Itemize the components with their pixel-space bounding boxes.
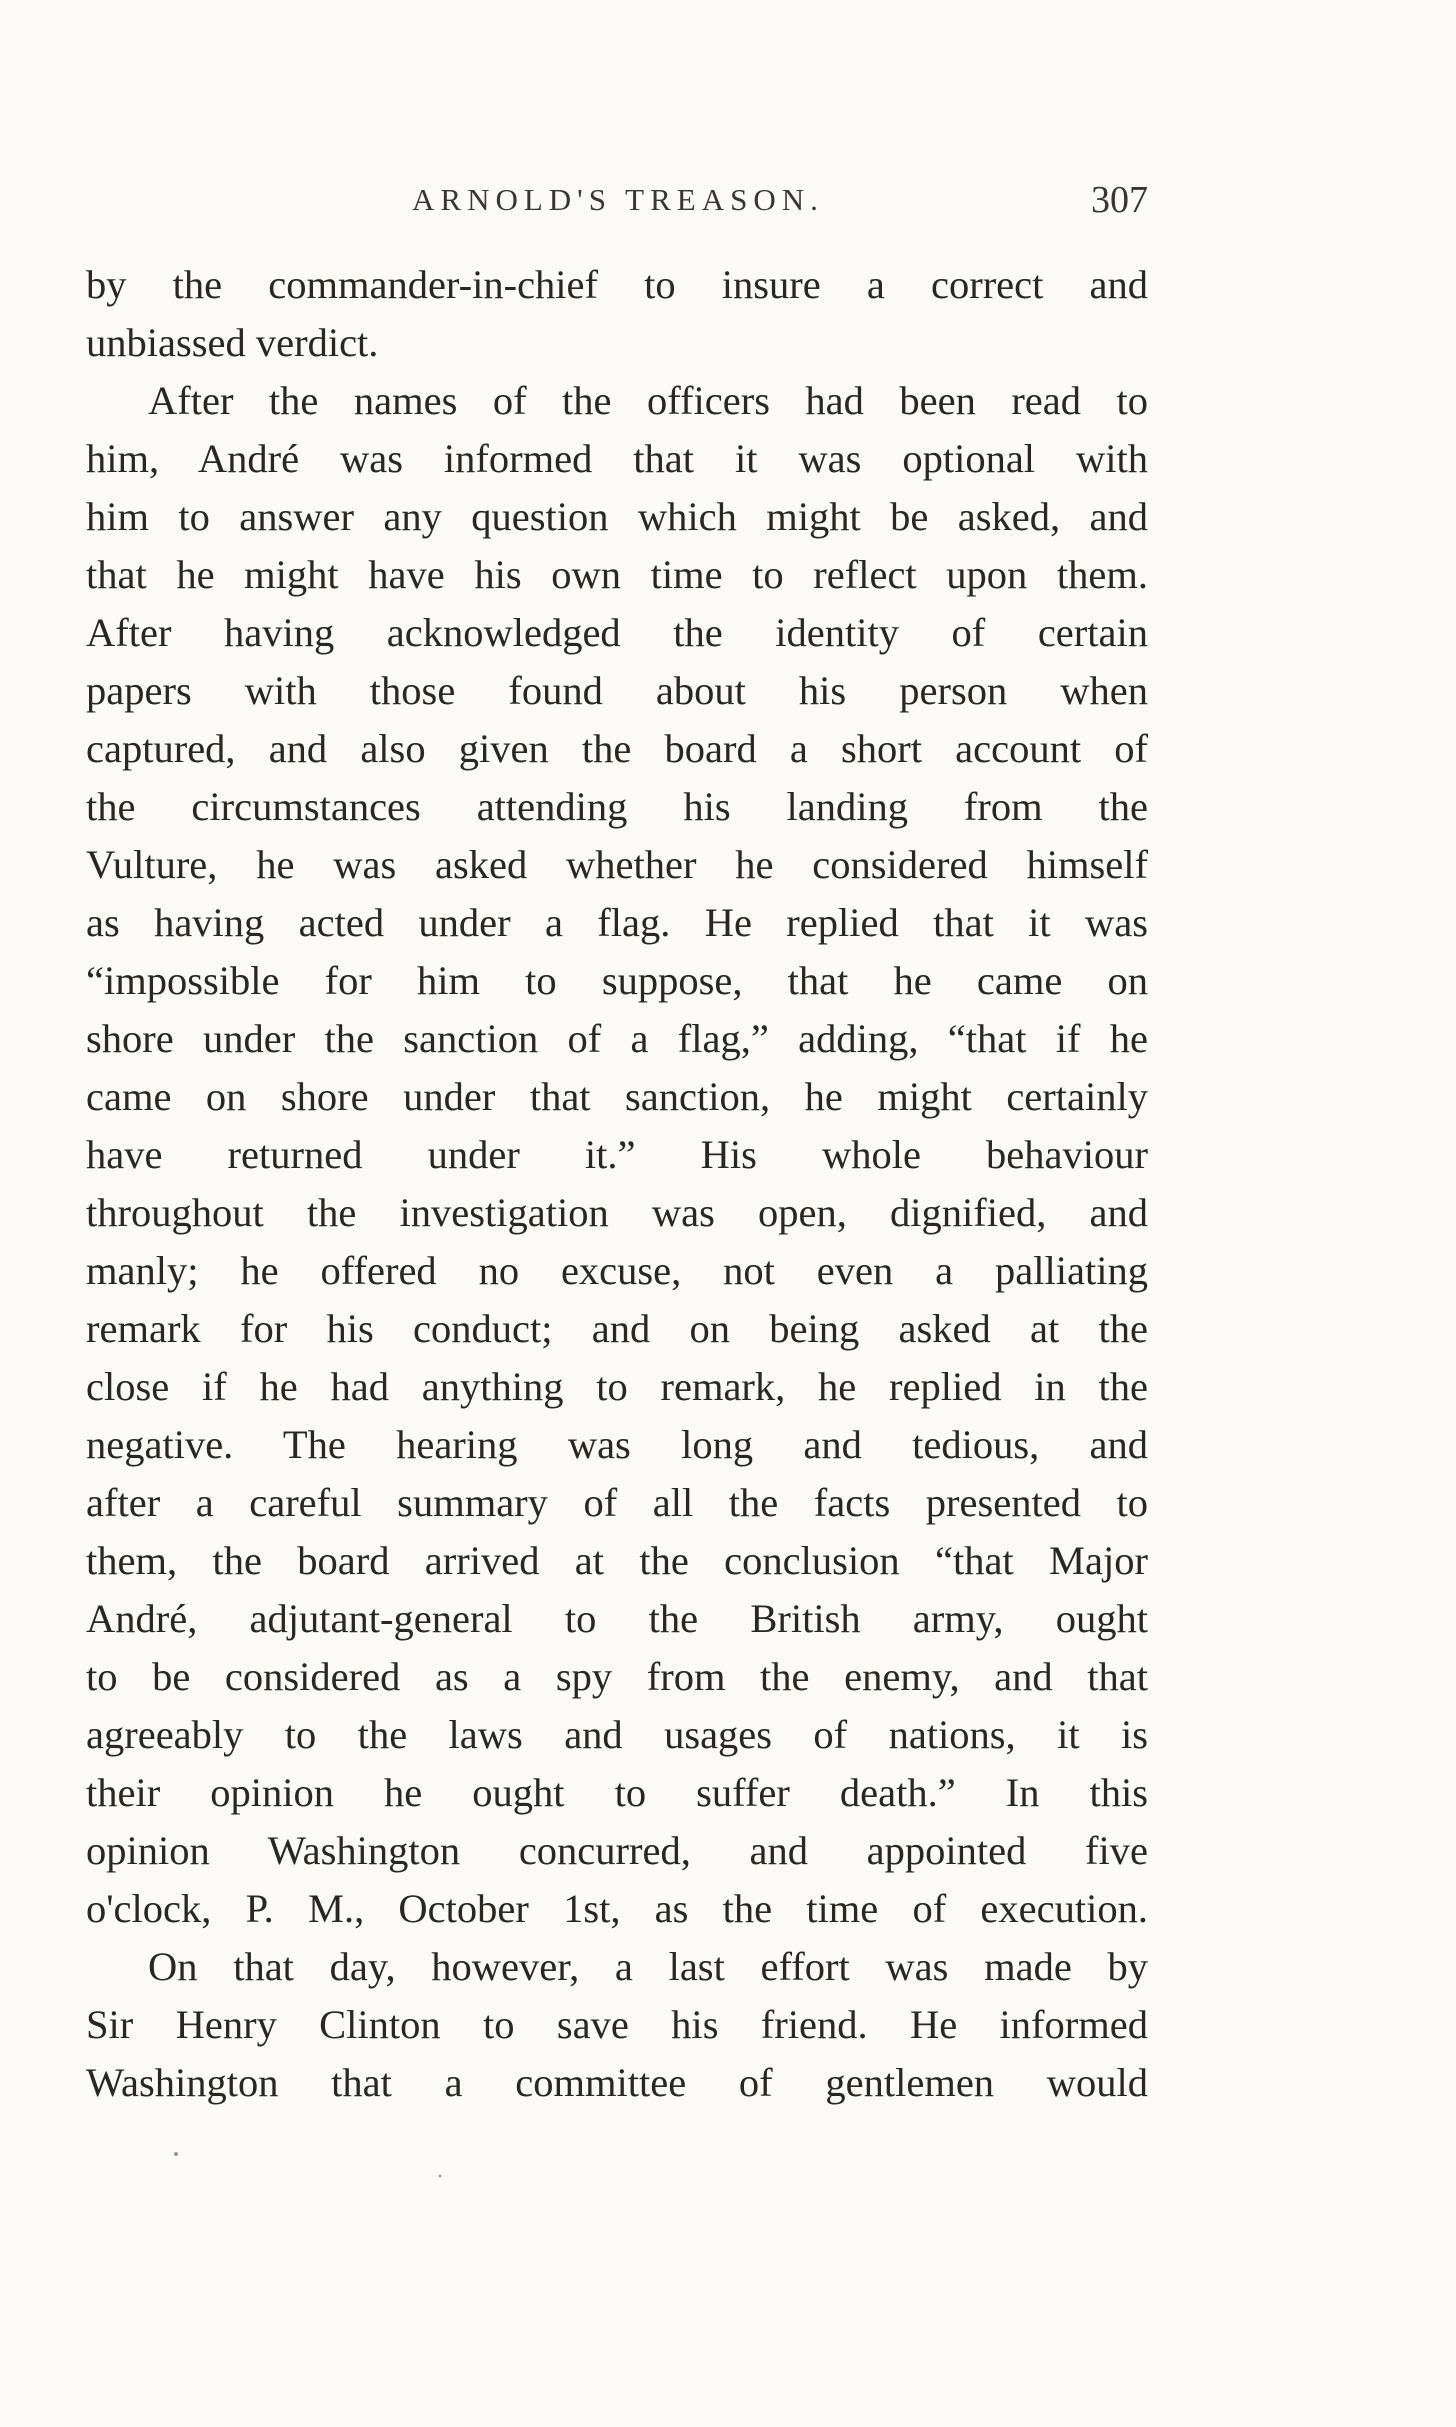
text-line: opinion Washington concurred, and appointed five	[86, 1828, 1148, 1873]
text-line: agreeably to the laws and usages of nations, it is	[86, 1712, 1148, 1757]
paper-speck	[174, 2152, 178, 2156]
text-line: Washington that a committee of gentlemen would	[86, 2060, 1148, 2105]
text-line: as having acted under a flag. He replied that it was	[86, 900, 1148, 945]
paragraph-first-line: After the names of the officers had been read to	[148, 378, 1148, 423]
text-line: “impossible for him to suppose, that he came on	[86, 958, 1148, 1003]
text-line: André, adjutant-general to the British army, ought	[86, 1596, 1148, 1641]
text-line: shore under the sanction of a flag,” adding, “that if he	[86, 1016, 1148, 1061]
text-line: came on shore under that sanction, he might certainly	[86, 1074, 1148, 1119]
text-line: After having acknowledged the identity of certain	[86, 610, 1148, 655]
text-line: manly; he offered no excuse, not even a palliating	[86, 1248, 1148, 1293]
text-line: Vulture, he was asked whether he considered himself	[86, 842, 1148, 887]
text-line: him to answer any question which might be asked, and	[86, 494, 1148, 539]
text-line: after a careful summary of all the facts presented to	[86, 1480, 1148, 1525]
text-line: remark for his conduct; and on being asked at the	[86, 1306, 1148, 1351]
text-line: to be considered as a spy from the enemy, and that	[86, 1654, 1148, 1699]
text-line: their opinion he ought to suffer death.” In this	[86, 1770, 1148, 1815]
text-line: them, the board arrived at the conclusion “that Major	[86, 1538, 1148, 1583]
paper-speck	[439, 2175, 442, 2178]
text-line: captured, and also given the board a short account of	[86, 726, 1148, 771]
text-line: Sir Henry Clinton to save his friend. He informed	[86, 2002, 1148, 2047]
text-line: have returned under it.” His whole behaviour	[86, 1132, 1148, 1177]
text-line: by the commander-in-chief to insure a correct and	[86, 262, 1148, 307]
text-line: the circumstances attending his landing from the	[86, 784, 1148, 829]
text-line: negative. The hearing was long and tedious, and	[86, 1422, 1148, 1467]
text-line: close if he had anything to remark, he replied in the	[86, 1364, 1148, 1409]
text-line: him, André was informed that it was optional with	[86, 436, 1148, 481]
text-line: papers with those found about his person when	[86, 668, 1148, 713]
text-line: throughout the investigation was open, dignified, and	[86, 1190, 1148, 1235]
page-number: 307	[1091, 179, 1148, 221]
text-line: that he might have his own time to reflect upon them.	[86, 552, 1148, 597]
paragraph-first-line: On that day, however, a last effort was made by	[148, 1944, 1148, 1989]
running-title: ARNOLD'S TREASON.	[412, 182, 824, 217]
text-line: unbiassed verdict.	[86, 320, 379, 365]
text-line: o'clock, P. M., October 1st, as the time of execution.	[86, 1886, 1148, 1931]
